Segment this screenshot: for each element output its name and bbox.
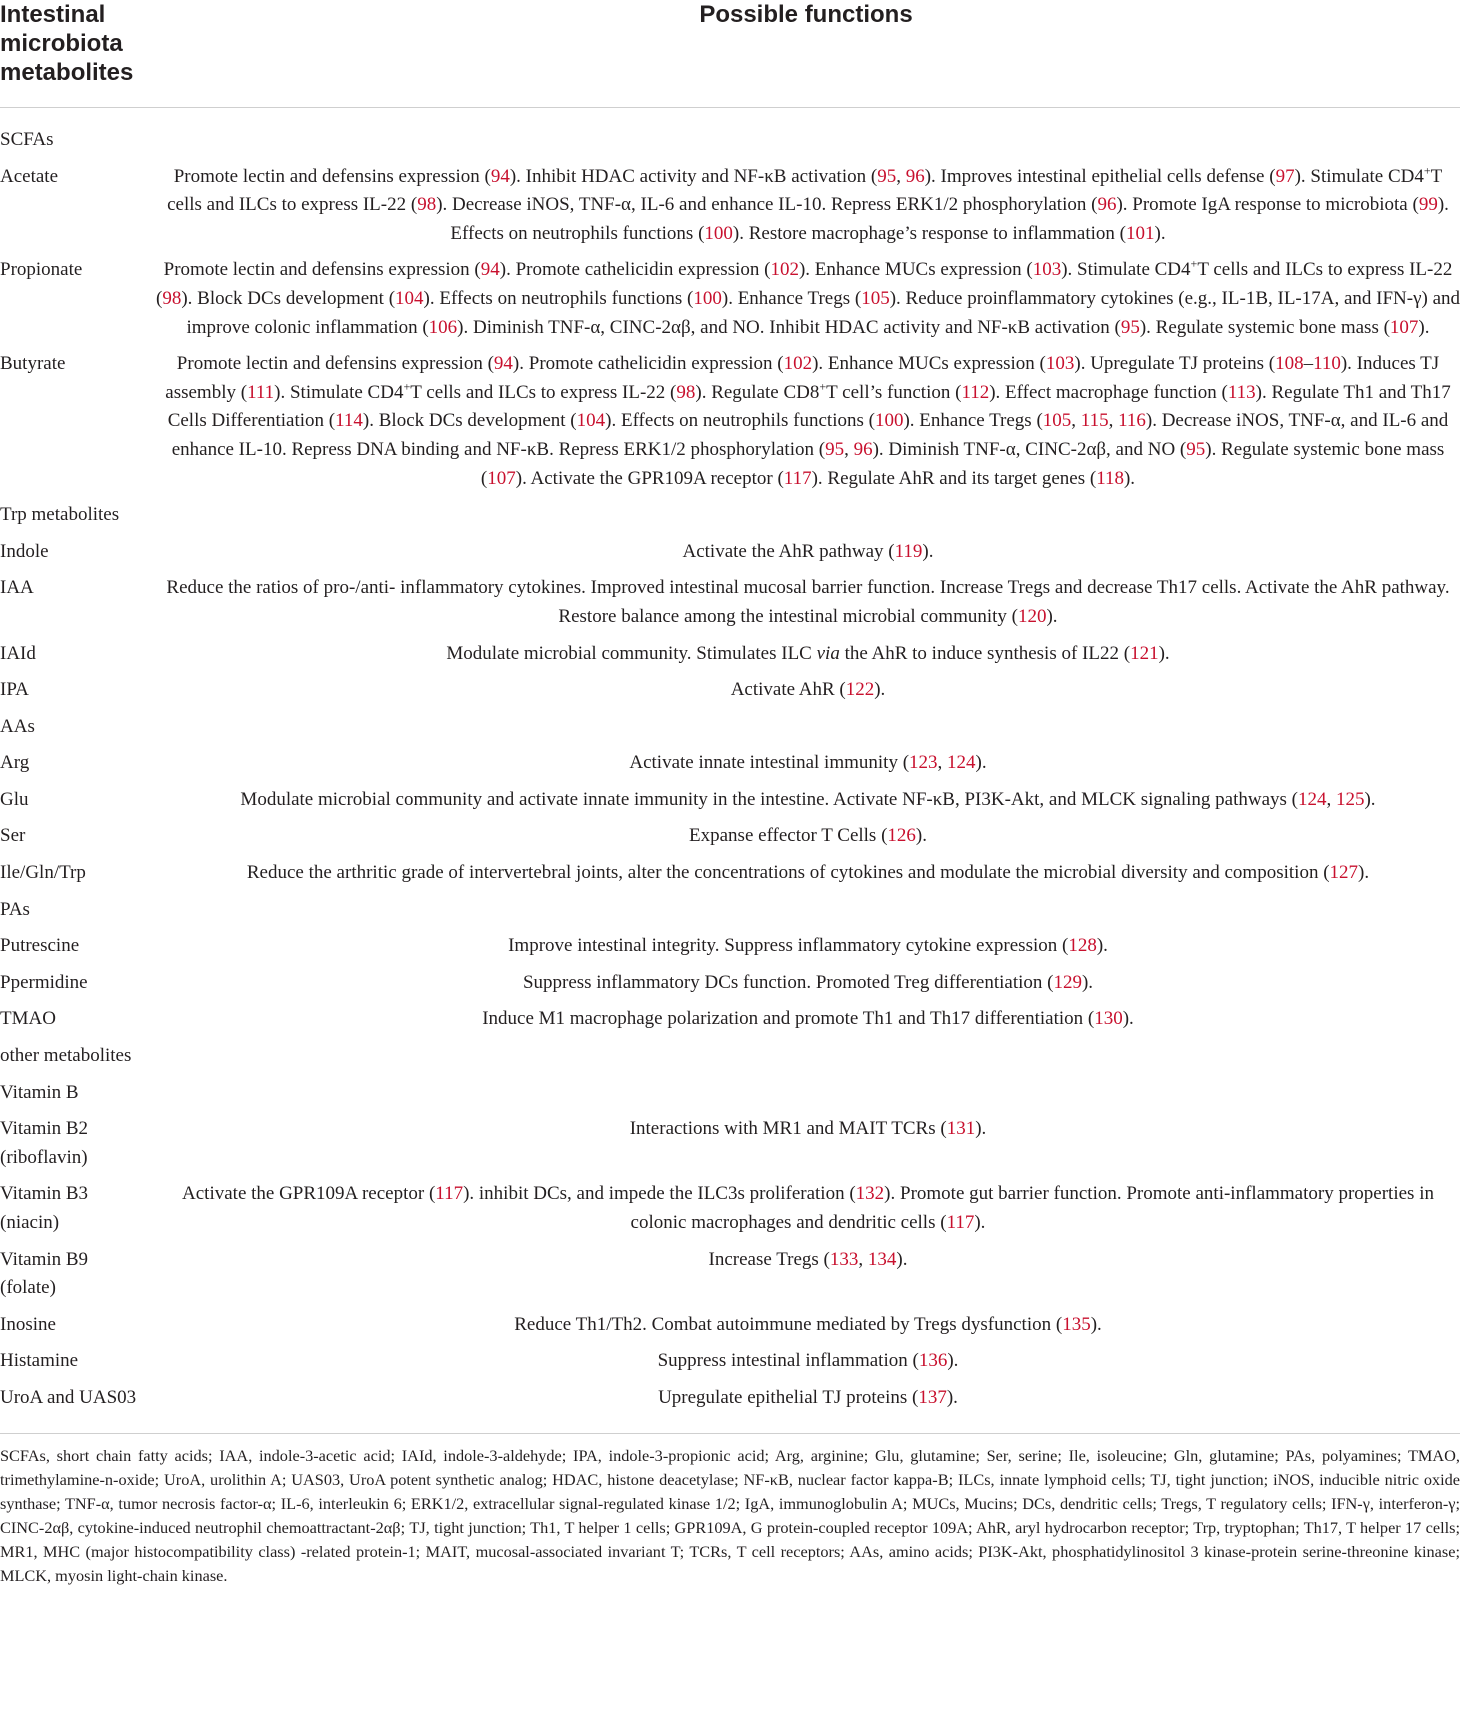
- table-group-row: [0, 892, 1460, 929]
- metabolite-name: Trp metabolites: [0, 504, 120, 526]
- metabolite-name: TMAO: [0, 1008, 56, 1030]
- metabolite-function: Suppress intestinal inflammation (136).: [657, 1350, 959, 1372]
- metabolite-name: Ppermidine: [0, 971, 88, 993]
- table-row: [0, 534, 1460, 571]
- table-row: [0, 1075, 1460, 1112]
- table-row: [0, 1001, 1460, 1038]
- table-row: [0, 818, 1460, 855]
- metabolite-function: Induce M1 macrophage polarization and promote Th1 and Th17 differentiation (130).: [482, 1008, 1134, 1030]
- metabolite-function: Suppress inflammatory DCs function. Promoted Treg differentiation (129).: [522, 971, 1094, 993]
- metabolite-name: Propionate: [0, 259, 83, 281]
- table-row: [0, 745, 1460, 782]
- metabolite-function: Promote lectin and defensins expression (94). Promote cathelicidin expression (102). Enhance MUCs expression (103). Stimulate CD4+T cells and ILCs to express IL-22 (98). Block DCs development (104). Effects on neutrophils functions (100). Enhance Tregs (105). Reduce proinflammatory cytokines (e.g., IL-1B, IL-17A, and IFN-γ) and improve colonic inflammation (106). Diminish TNF-α, CINC-2αβ, and NO. Inhibit HDAC activity and NF-κB activation (95). Regulate systemic bone mass (107).: [156, 257, 1460, 338]
- table-row: [0, 782, 1460, 819]
- metabolite-function: Activate innate intestinal immunity (123, 124).: [629, 752, 987, 774]
- metabolite-function: [152, 709, 1460, 746]
- table-group-row: [0, 108, 1460, 159]
- metabolite-function: [152, 1038, 1460, 1075]
- metabolite-function: [152, 108, 1460, 159]
- table-footnote: SCFAs, short chain fatty acids; IAA, indole-3-acetic acid; IAId, indole-3-aldehyde; IPA, indole-3-propionic acid; Arg, arginine; Glu, glutamine; Ser, serine; Ile, isoleucine; Gln, glutamine; PAs, polyamines; TMAO, trimethylamine-n-oxide; UroA, urolithin A; UAS03, UroA potent synthetic analog; HDAC, histone deacetylase; NF-κB, nuclear factor kappa-B; ILCs, innate lymphoid cells; TJ, tight junction; iNOS, inducible nitric oxide synthase; TNF-α, tumor necrosis factor-α; IL-6, interleukin 6; ERK1/2, extracellular signal-regulated kinase 1/2; IgA, immunoglobulin A; MUCs, Mucins; DCs, dendritic cells; Tregs, T regulatory cells; IFN-γ, interferon-γ; CINC-2αβ, cytokine-induced neutrophil chemoattractant-2αβ; TJ, tight junction; Th1, T helper 1 cells; GPR109A, G protein-coupled receptor 109A; AhR, aryl hydrocarbon receptor; Trp, tryptophan; Th17, T helper 17 cells; MR1, MHC (major histocompatibility class) -related protein-1; MAIT, mucosal-associated invariant T; TCRs, T cell receptors; AAs, amino acids; PI3K-Akt, phosphatidylinositol 3 kinase-protein serine-threonine kinase; MLCK, myosin light-chain kinase.: [0, 1433, 1460, 1588]
- metabolite-function: Modulate microbial community. Stimulates ILC via the AhR to induce synthesis of IL22 (121).: [446, 642, 1170, 664]
- table-row: [0, 965, 1460, 1002]
- metabolite-function: Increase Tregs (133, 134).: [708, 1248, 908, 1270]
- metabolite-function: Improve intestinal integrity. Suppress inflammatory cytokine expression (128).: [508, 935, 1108, 957]
- metabolite-function: Activate the AhR pathway (119).: [682, 540, 934, 562]
- metabolite-name: Ile/Gln/Trp: [0, 862, 86, 884]
- table-row: [0, 252, 1460, 346]
- metabolite-name: Butyrate: [0, 353, 66, 375]
- metabolite-function: Reduce Th1/Th2. Combat autoimmune mediated by Tregs dysfunction (135).: [514, 1313, 1102, 1335]
- metabolite-function: Expanse effector T Cells (126).: [689, 825, 927, 847]
- table-row: [0, 855, 1460, 892]
- table-row: [0, 346, 1460, 497]
- table-row: [0, 928, 1460, 965]
- table-row: [0, 1380, 1460, 1433]
- metabolite-name: Putrescine: [0, 935, 80, 957]
- table-row: [0, 1307, 1460, 1344]
- metabolite-name: Histamine: [0, 1350, 79, 1372]
- table-header-row: [0, 0, 1460, 108]
- metabolite-name: PAs: [0, 898, 30, 920]
- metabolite-name: Arg: [0, 752, 30, 774]
- metabolite-name: SCFAs: [0, 129, 54, 150]
- table-group-row: [0, 709, 1460, 746]
- table-group-row: [0, 1038, 1460, 1075]
- metabolite-name: Glu: [0, 788, 29, 810]
- table-row: [0, 1242, 1460, 1307]
- table-row: [0, 672, 1460, 709]
- metabolite-function: [152, 497, 1460, 534]
- metabolite-name: Vitamin B: [0, 1081, 79, 1103]
- metabolite-function: [152, 1075, 1460, 1112]
- metabolite-name: IAId: [0, 642, 36, 664]
- table-row: [0, 570, 1460, 635]
- metabolite-name: Vitamin B3 (niacin): [0, 1183, 89, 1233]
- metabolite-function: Reduce the ratios of pro-/anti- inflammatory cytokines. Improved intestinal mucosal barrier function. Increase Tregs and decrease Th17 cells. Activate the AhR pathway. Restore balance among the intestinal microbial community (120).: [166, 577, 1450, 627]
- table-row: [0, 1111, 1460, 1176]
- table-row: [0, 159, 1460, 253]
- metabolite-name: UroA and UAS03: [0, 1386, 137, 1408]
- metabolite-function: Promote lectin and defensins expression (94). Inhibit HDAC activity and NF-κB activation (95, 96). Improves intestinal epithelial cells defense (97). Stimulate CD4+T cells and ILCs to express IL-22 (98). Decrease iNOS, TNF-α, IL-6 and enhance IL-10. Repress ERK1/2 phosphorylation (96). Promote IgA response to microbiota (99). Effects on neutrophils functions (100). Restore macrophage’s response to inflammation (101).: [167, 163, 1449, 244]
- metabolite-name: Acetate: [0, 165, 59, 187]
- metabolite-name: AAs: [0, 715, 35, 737]
- metabolite-function: Modulate microbial community and activate innate immunity in the intestine. Activate NF-κB, PI3K-Akt, and MLCK signaling pathways (124, 125).: [240, 788, 1376, 810]
- table-group-row: [0, 497, 1460, 534]
- metabolite-function: Interactions with MR1 and MAIT TCRs (131).: [629, 1118, 987, 1140]
- metabolite-name: Indole: [0, 540, 49, 562]
- metabolite-name: IPA: [0, 679, 29, 701]
- table-row: [0, 1343, 1460, 1380]
- metabolite-name: Ser: [0, 825, 26, 847]
- metabolite-name: other metabolites: [0, 1045, 132, 1067]
- metabolite-function: Activate AhR (122).: [730, 679, 886, 701]
- metabolite-name: IAA: [0, 577, 34, 599]
- metabolite-function: [152, 892, 1460, 929]
- metabolite-function: Promote lectin and defensins expression (94). Promote cathelicidin expression (102). Enhance MUCs expression (103). Upregulate TJ proteins (108–110). Induces TJ assembly (111). Stimulate CD4+T cells and ILCs to express IL-22 (98). Regulate CD8+T cell’s function (112). Effect macrophage function (113). Regulate Th1 and Th17 Cells Differentiation (114). Block DCs development (104). Effects on neutrophils functions (100). Enhance Tregs (105, 115, 116). Decrease iNOS, TNF-α, and IL-6 and enhance IL-10. Repress DNA binding and NF-κB. Repress ERK1/2 phosphorylation (95, 96). Diminish TNF-α, CINC-2αβ, and NO (95). Regulate systemic bone mass (107). Activate the GPR109A receptor (117). Regulate AhR and its target genes (118).: [165, 353, 1451, 489]
- header-functions: Possible functions: [152, 0, 1460, 108]
- metabolite-name: Vitamin B2 (riboflavin): [0, 1118, 89, 1168]
- metabolite-name: Vitamin B9 (folate): [0, 1248, 89, 1299]
- metabolite-function: Upregulate epithelial TJ proteins (137).: [658, 1386, 958, 1408]
- header-metabolites: Intestinal microbiota metabolites: [0, 0, 152, 108]
- table-row: [0, 1176, 1460, 1241]
- metabolite-function: Activate the GPR109A receptor (117). inhibit DCs, and impede the ILC3s proliferation (132). Promote gut barrier function. Promote anti-inflammatory properties in colonic macrophages and dendritic cells (117).: [182, 1183, 1434, 1233]
- table-row: [0, 636, 1460, 673]
- table-body: [0, 108, 1460, 1433]
- metabolite-name: Inosine: [0, 1313, 56, 1335]
- metabolite-function: Reduce the arthritic grade of intervertebral joints, alter the concentrations of cytokines and modulate the microbial diversity and composition (127).: [246, 862, 1370, 884]
